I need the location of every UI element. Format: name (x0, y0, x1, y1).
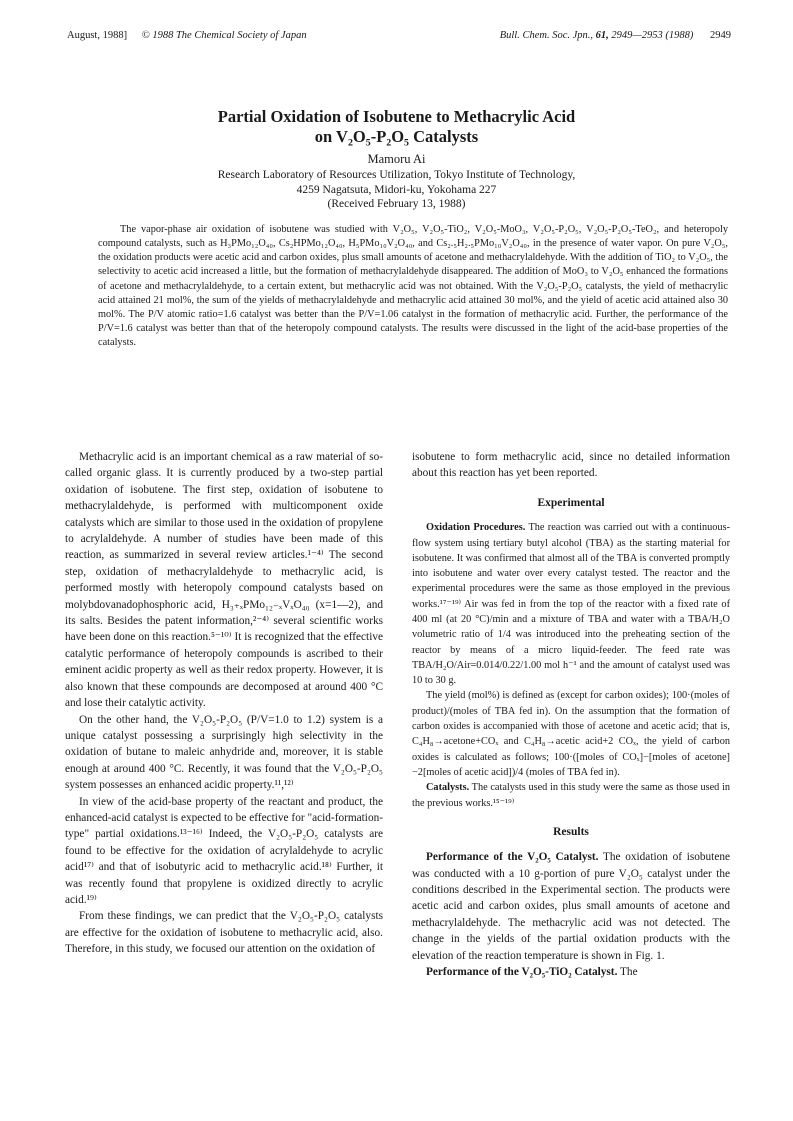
affiliation (0, 168, 793, 212)
title-line-2: on V₂O₅-P₂O₅ Catalysts (314, 127, 479, 146)
affiliation-line-1: Research Laboratory of Resources Utilization, Tokyo Institute of Technology, (217, 169, 576, 181)
header-right (500, 30, 731, 41)
intro-paragraph-4: From these findings, we can predict that the V₂O₅-P₂O₅ catalysts are effective for the oxidation of isobutene to methacrylic acid, also. Therefore, in this study, we focused our attention on the oxidation of (65, 910, 383, 956)
header-journal: Bull. Chem. Soc. Jpn., (499, 30, 594, 41)
header-left (67, 30, 307, 41)
v2o5-tio2-paragraph (412, 964, 730, 980)
left-column (65, 449, 383, 958)
header-volume: 61, (595, 30, 609, 41)
header-copyright: © 1988 The Chemical Society of Japan (141, 30, 307, 41)
yield-definition-paragraph: The yield (mol%) is defined as (except for carbon oxides); 100·(moles of product)/(moles of TBA fed in). On the assumption that the formation of carbon oxides is accompanied with those of acetone and acetic acid; that is, C₄H₈→acetone+COₓ and C₄H₈→acetic acid+2 COₓ, the yield of carbon oxides is calculated as follows; 100·([moles of COₓ]−[moles of acetone]−2[moles of acetic acid])/4 (moles of TBA fed in). (412, 690, 730, 778)
oxidation-procedures-heading: Oxidation Procedures. (426, 522, 526, 534)
right-column (412, 449, 730, 981)
intro-continuation: isobutene to form methacrylic acid, since no detailed information about this reaction has yet been reported. (412, 451, 730, 480)
v2o5-tio2-text: The (620, 966, 638, 979)
intro-paragraph-2: On the other hand, the V₂O₅-P₂O₅ (P/V=1.0 to 1.2) system is a unique catalyst possessing a surprisingly high selectivity in the oxidation of butane to maleic anhydride and, moreover, it is stable enough at around 400 °C. Recently, it was found that the V₂O₅-P₂O₅ system possesses an enhanced acidic property.¹¹,¹²⁾ (65, 713, 383, 792)
oxidation-procedures-paragraph (412, 520, 730, 688)
received-date: (Received February 13, 1988) (327, 198, 466, 211)
v2o5-tio2-heading: Performance of the V₂O₅-TiO₂ Catalyst. (426, 966, 618, 979)
intro-paragraph-1: Methacrylic acid is an important chemical as a raw material of so-called organic glass. It is currently produced by a two-step partial oxidation of isobutene. The first step, oxidation of isobutene to methacrylaldehyde, is performed with multicomponent oxide catalysts which are similar to those used in the oxidation of propylene to acrylaldehyde. A number of studies have been made of this reaction, as summarized in several review articles.¹⁻⁴⁾ The second step, oxidation of methacrylaldehyde to methacrylic acid, is performed mostly with heteropoly compound catalysts based on molybdovanadophosphoric acid, H₃₊ₓPMo₁₂₋ₓVₓO₄₀ (x=1—2), and its salts. Besides the patent information,²⁻⁴⁾ several scientific works have been done on this reaction.⁵⁻¹⁰⁾ It is recognized that the effective catalytic performance of heteropoly compounds is ascribed to their eminent acidic property as well as their redox property. However, it is also known that these compounds are decomposed at around 400 °C and lose their catalytic activity. (65, 451, 383, 710)
abstract: The vapor-phase air oxidation of isobutene was studied with V₂O₅, V₂O₅-TiO₂, V₂O₅-MoO₃, V₂O₅-P₂O₅, V₂O₅-P₂O₅-TeO₂, and heteropoly compound catalysts, such as H₃PMo₁₂O₄₀, Cs₂HPMo₁₂O₄₀, H₅PMo₁₀V₂O₄₀, and Cs₂.₅H₂.₅PMo₁₀V₂O₄₀, in the presence of water vapor. On pure V₂O₅, the oxidation products were acetic acid and carbon oxides, plus small amounts of acetone and methacrylaldehyde. With the addition of TiO₂ to V₂O₅, the selectivity to acetic acid increased a little, but the formation of methacrylaldehyde disappeared. The addition of MoO₃ to V₂O₅ enhanced the formations of acetone and methacrylaldehyde, to a certain extent, but methacrylic acid was not obtained. With the V₂O₅-P₂O₅ catalysts, the yield of methacrylic acid attained 21 mol%, the sum of the yields of methacrylaldehyde and methacrylic acid attained 30 mol%, and the yield of acetic acid attained also 30 mol%. The P/V atomic ratio=1.6 catalyst was better than the P/V=1.06 catalyst in the formation of methacrylic acid. Further, the performance of the P/V=1.6 catalyst was better than that of the heteropoly compound catalysts. The results were discussed in the light of the acid-base properties of the catalysts. (98, 224, 728, 349)
catalysts-text: The catalysts used in this study were the same as those used in the previous works.¹⁵⁻¹⁹⁾ (412, 782, 730, 809)
v2o5-performance-text: The oxidation of isobutene was conducted with a 10 g-portion of pure V₂O₅ catalyst under the conditions described in the Experimental section. The products were acetic acid and carbon oxides, plus small amounts of acetone and methacrylaldehyde. The methacrylic acid was not detected. The change in the yields of the partial oxidation products with the elevation of the reaction temperature is shown in Fig. 1. (412, 851, 730, 962)
header-pages: 2949—2953 (1988) (611, 30, 694, 41)
oxidation-procedures-text: The reaction was carried out with a continuous-flow system using tertiary butyl alcohol (TBA) as the starting material for isobutene. It was confirmed that almost all of the TBA is converted promptly into isobutene and water over every catalyst tested. The reactor and the experimental procedures were the same as those employed in the previous works.¹⁷⁻¹⁹⁾ Air was fed in from the top of the reactor with a fixed rate of 400 ml (at 20 °C)/min and a mixture of TBA and water with a TBA/H₂O volumetric ratio of 1/4 was introduced into the preheating section of the reactor by means of a micro liquid-feeder. The feed rate was TBA/H₂O/Air=0.014/0.22/1.00 mol h⁻¹ and the amount of catalyst used was 10 to 30 g. (412, 522, 730, 687)
catalysts-heading: Catalysts. (426, 782, 470, 794)
catalysts-paragraph (412, 780, 730, 811)
intro-paragraph-3: In view of the acid-base property of the reactant and product, the enhanced-acid catalyst is expected to be effective for "acid-formation-type" partial oxidations.¹³⁻¹⁶⁾ Indeed, the V₂O₅-P₂O₅ catalysts are found to be effective for the oxidation of acrylaldehyde to acrylic acid¹⁷⁾ and that of isobutyric acid to methacrylic acid.¹⁸⁾ Further, it was recently found that propylene is oxidized directly to acrylic acid.¹⁹⁾ (65, 795, 383, 906)
results-heading: Results (553, 825, 589, 838)
affiliation-line-2: 4259 Nagatsuta, Midori-ku, Yokohama 227 (296, 183, 497, 196)
paper-title (0, 107, 793, 147)
title-line-1: Partial Oxidation of Isobutene to Methacrylic Acid (217, 107, 576, 126)
experimental-heading: Experimental (537, 496, 605, 509)
v2o5-performance-paragraph (412, 849, 730, 964)
author-name: Mamoru Ai (367, 152, 426, 166)
page-number: 2949 (710, 30, 731, 41)
v2o5-performance-heading: Performance of the V₂O₅ Catalyst. (426, 851, 599, 864)
header-date: August, 1988] (67, 30, 128, 41)
